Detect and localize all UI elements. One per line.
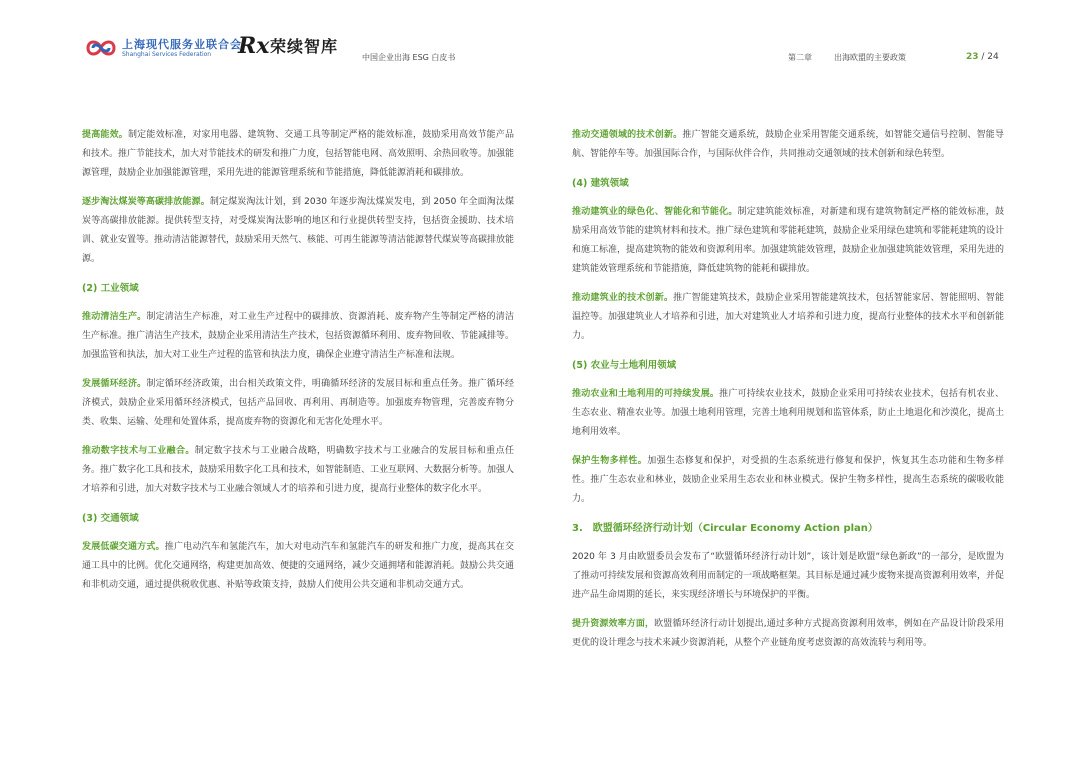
page-total: / 24 (981, 52, 999, 62)
paragraph-text: 制定循环经济政策，出台相关政策文件，明确循环经济的发展目标和重点任务。推广循环经济模式，鼓励企业采用循环经济模式，包括产品回收、再利用、再制造等。加强废弃物管理，完善废弃物分类、收集、运输、处理和处置体系，提高废弃物的资源化和无害化处理水平。 (82, 379, 514, 427)
federation-name-cn: 上海现代服务业联合会 (122, 38, 242, 51)
paragraph-text: 制定数字技术与工业融合战略，明确数字技术与工业融合的发展目标和重点任务。推广数字化工具和技术，鼓励采用数字化工具和技术，如智能制造、工业互联网、大数据分析等。加强人才培养和引进，加大对数字技术与工业融合领域人才的培养和引进力度，提高行业整体的数字化水平。 (82, 446, 515, 494)
paragraph (572, 452, 1004, 509)
paragraph (572, 126, 1004, 164)
paragraph (572, 203, 1004, 279)
paragraph-text: 制定清洁生产标准，对工业生产过程中的碳排放、资源消耗、废弃物产生等制定严格的清洁生产标准。推广清洁生产技术，鼓励企业采用清洁生产技术，包括资源循环利用、废弃物回收、节能减排等。加强监管和执法，加大对工业生产过程的监管和执法力度，确保企业遵守清洁生产标准和法规。 (82, 312, 515, 360)
paragraph (572, 548, 1004, 605)
paragraph-lead: 推动建筑业的绿色化、智能化和节能化。 (572, 207, 738, 217)
section-heading-agriculture: (5) 农业与土地利用领域 (572, 360, 677, 371)
paragraph-text: 制定能效标准，对家用电器、建筑物、交通工具等制定严格的能效标准，鼓励采用高效节能产品和技术。推广节能技术，加大对节能技术的研发和推广力度，包括智能电网、高效照明、余热回收等。加强能源管理，鼓励企业加强能源管理，采用先进的能源管理系统和节能措施，降低能源消耗和碳排放。 (82, 130, 515, 178)
paragraph-lead: 推动数字技术与工业融合。 (82, 446, 195, 456)
paragraph-lead: 推动建筑业的技术创新。 (572, 293, 674, 303)
chapter-label: 第二章 (788, 53, 812, 62)
section-label: 出海欧盟的主要政策 (834, 53, 906, 62)
paragraph (82, 538, 514, 595)
paragraph-lead: 提升资源效率方面， (572, 619, 655, 629)
paragraph-text: 推广智能建筑技术，鼓励企业采用智能建筑技术，包括智能家居、智能照明、智能温控等。加强建筑业人才培养和引进，加大对建筑业人才培养和引进力度，提高行业整体的技术水平和创新能力。 (572, 293, 1005, 341)
section-heading-transport: (3) 交通领域 (82, 513, 139, 524)
paragraph-text: 加强生态修复和保护，对受损的生态系统进行修复和保护，恢复其生态功能和生物多样性。推广生态农业和林业，鼓励企业采用生态农业和林业模式。保护生物多样性，提高生态系统的碳吸收能力。 (572, 456, 1004, 504)
think-tank-name: 荣续智库 (270, 37, 339, 56)
paragraph-text: 推广智能交通系统，鼓励企业采用智能交通系统，如智能交通信号控制、智能导航、智能停车等。加强国际合作，与国际伙伴合作，共同推动交通领域的技术创新和绿色转型。 (572, 130, 1004, 159)
right-column (572, 126, 1004, 663)
paragraph-text: 推广电动汽车和氢能汽车，加大对电动汽车和氢能汽车的研发和推广力度，提高其在交通工具中的比例。优化交通网络，构建更加高效、便捷的交通网络，减少交通拥堵和能源消耗。鼓励公共交通和非机动交通，通过提供税收优惠、补贴等政策支持，鼓励人们使用公共交通和非机动交通方式。 (82, 542, 515, 590)
document-title: 中国企业出海 ESG 白皮书 (362, 53, 456, 62)
paragraph (82, 442, 514, 499)
page-number (966, 52, 999, 62)
paragraph-lead: 逐步淘汰煤炭等高碳排放能源。 (82, 197, 210, 207)
paragraph (82, 126, 514, 183)
paragraph-text: 2020 年 3 月由欧盟委员会发布了“欧盟循环经济行动计划”，该计划是欧盟“绿色新政”的一部分，是欧盟为了推动可持续发展和资源高效利用而制定的一项战略框架。其目标是通过减少废物来提高资源利用效率，并促进产品生命周期的延长，来实现经济增长与环境保护的平衡。 (572, 552, 1005, 600)
page-current: 23 (966, 52, 979, 62)
paragraph-text: 推广可持续农业技术，鼓励企业采用可持续农业技术，包括有机农业、生态农业、精准农业等。加强土地利用管理，完善土地利用规划和监管体系，防止土地退化和沙漠化，提高土地利用效率。 (572, 389, 1005, 437)
paragraph (572, 385, 1004, 442)
paragraph (82, 308, 514, 365)
paragraph-text: 制定建筑能效标准，对新建和现有建筑物制定严格的能效标准，鼓励采用高效节能的建筑材料和技术。推广绿色建筑和零能耗建筑，鼓励企业采用绿色建筑和零能耗建筑的设计和施工标准，提高建筑物的能效和资源利用率。加强建筑能效管理，鼓励企业加强建筑能效管理，采用先进的建筑能效管理系统和节能措施，降低建筑物的能耗和碳排放。 (572, 207, 1005, 274)
federation-name (122, 38, 242, 59)
section-heading-buildings: (4) 建筑领域 (572, 178, 629, 189)
rx-logo-mark: Rx (238, 33, 270, 59)
paragraph (82, 375, 514, 432)
federation-name-en: Shanghai Services Federation (122, 51, 212, 58)
left-column (82, 126, 514, 605)
paragraph-lead: 保护生物多样性。 (572, 456, 648, 466)
federation-logo-icon (84, 36, 118, 60)
paragraph-lead: 推动交通领域的技术创新。 (572, 130, 683, 140)
paragraph-lead: 发展低碳交通方式。 (82, 542, 165, 552)
paragraph-lead: 推动清洁生产。 (82, 312, 147, 322)
paragraph-lead: 提高能效。 (82, 130, 128, 140)
paragraph (572, 289, 1004, 346)
paragraph-lead: 推动农业和土地利用的可持续发展。 (572, 389, 720, 399)
paragraph (82, 193, 514, 269)
paragraph-text: 制定煤炭淘汰计划，到 2030 年逐步淘汰煤炭发电，到 2050 年全面淘汰煤炭等高碳排放能源。提供转型支持，对受煤炭淘汰影响的地区和行业提供转型支持，包括资金援助、技术培训、就业安置等。推动清洁能源替代，鼓励采用天然气、核能、可再生能源等清洁能源替代煤炭等高碳排放能源。 (82, 197, 515, 264)
section-heading-circular-economy: 3. 欧盟循环经济行动计划（Circular Economy Action plan） (572, 523, 878, 534)
paragraph-lead: 发展循环经济。 (82, 379, 147, 389)
section-heading-industry: (2) 工业领域 (82, 283, 139, 294)
paragraph-text: 欧盟循环经济行动计划提出,通过多种方式提高资源利用效率，例如在产品设计阶段采用更优的设计理念与技术来减少资源消耗，从整个产业链角度考虑资源的高效流转与利用等。 (572, 619, 1004, 648)
paragraph (572, 615, 1004, 653)
